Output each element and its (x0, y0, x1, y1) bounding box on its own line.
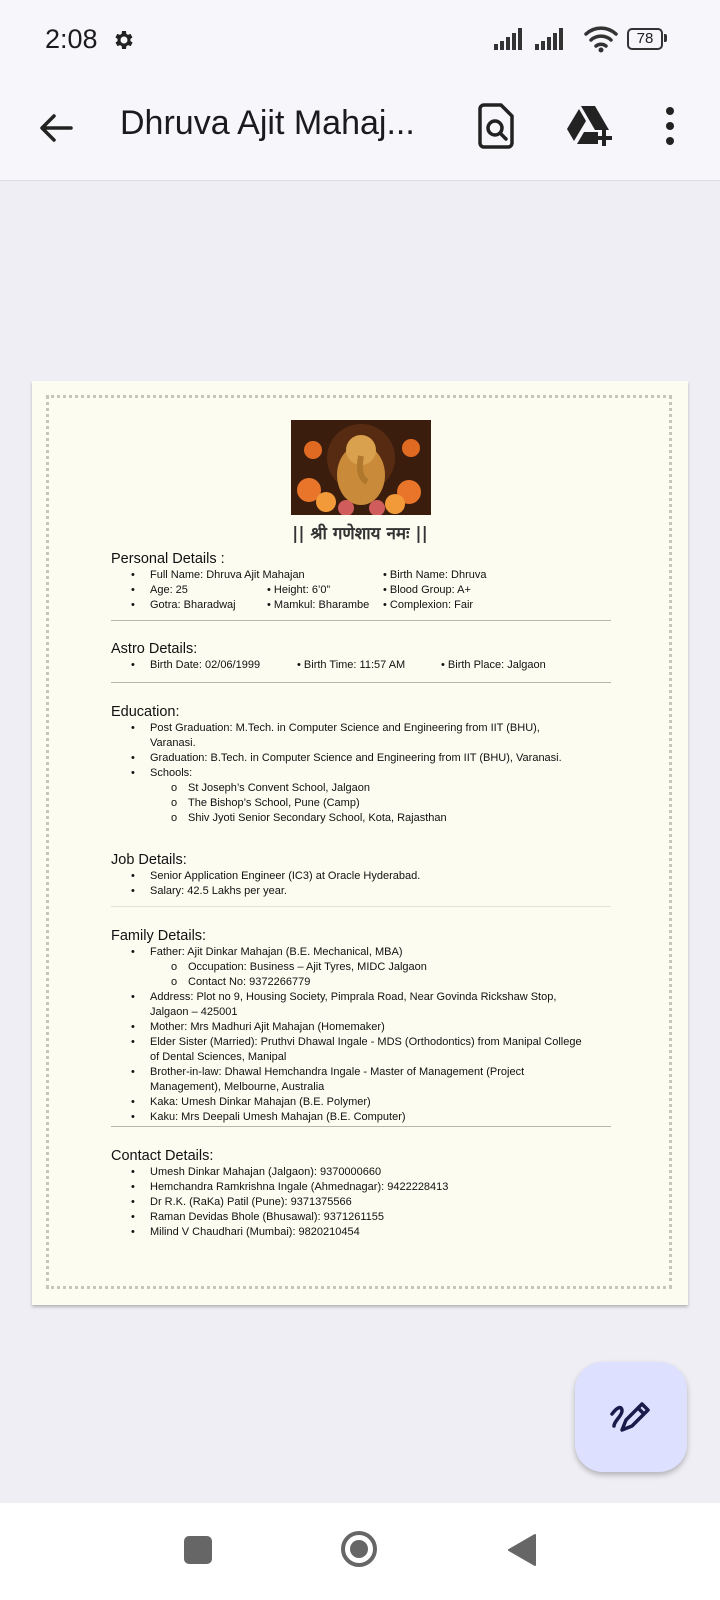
recents-button[interactable] (184, 1536, 212, 1564)
system-nav-bar (0, 1503, 720, 1600)
signal-icon (494, 28, 528, 50)
divider (111, 906, 611, 907)
personal-details-section (111, 551, 611, 614)
wifi-icon (584, 25, 618, 53)
section-title: Astro Details: (111, 641, 198, 657)
add-to-drive-icon[interactable] (566, 104, 616, 148)
app-bar (0, 78, 720, 181)
status-time: 2:08 (45, 24, 98, 54)
more-options-icon[interactable] (664, 104, 676, 148)
list-item: • Full Name: Dhruva Ajit Mahajan • Birth Name: Dhruva (131, 569, 487, 581)
sub-list-item: o Occupation: Business – Ajit Tyres, MIDC Jalgaon (171, 961, 427, 973)
list-item: • Birth Date: 02/06/1999 • Birth Time: 11:57 AM • Birth Place: Jalgaon (131, 659, 546, 671)
sub-list-item: o St Joseph’s Convent School, Jalgaon (171, 782, 371, 794)
education-section (111, 704, 611, 827)
section-title: Personal Details : (111, 551, 225, 567)
list-item-continued: Management), Melbourne, Australia (150, 1081, 325, 1093)
astro-details-section (111, 641, 611, 674)
sub-list-item: o The Bishop’s School, Pune (Camp) (171, 797, 360, 809)
section-title: Family Details: (111, 928, 207, 944)
sub-list-item: o Contact No: 9372266779 (171, 976, 311, 988)
mantra-heading: || श्री गणेशाय नमः || (292, 524, 428, 544)
find-in-document-icon[interactable] (476, 103, 516, 149)
edit-fab-button[interactable] (575, 1362, 687, 1472)
gear-icon (111, 28, 135, 52)
list-item: • Elder Sister (Married): Pruthvi Dhawal Ingale - MDS (Orthodontics) from Manipal College (131, 1036, 582, 1048)
list-item-continued: Varanasi. (150, 737, 196, 749)
job-details-section (111, 852, 611, 900)
list-item: • Graduation: B.Tech. in Computer Science and Engineering from IIT (BHU), Varanasi. (131, 752, 562, 764)
list-item: • Address: Plot no 9, Housing Society, Pimprala Road, Near Govinda Rickshaw Stop, (131, 991, 557, 1003)
battery-icon (627, 28, 667, 50)
list-item-continued: of Dental Sciences, Manipal (150, 1051, 287, 1063)
section-title: Job Details: (111, 852, 187, 868)
ganesha-image (291, 420, 431, 515)
divider (111, 1126, 611, 1127)
document-page[interactable] (32, 381, 688, 1305)
edit-pen-icon (608, 1394, 654, 1440)
list-item: • Kaku: Mrs Deepali Umesh Mahajan (B.E. Computer) (131, 1111, 406, 1123)
status-bar (0, 0, 720, 78)
back-arrow-icon[interactable] (36, 108, 76, 148)
document-title: Dhruva Ajit Mahaj... (120, 104, 415, 142)
nav-back-button[interactable] (507, 1533, 537, 1567)
divider (111, 682, 611, 683)
family-details-section (111, 928, 611, 1126)
divider (111, 620, 611, 621)
list-item: • Brother-in-law: Dhawal Hemchandra Ingale - Master of Management (Project (131, 1066, 525, 1078)
list-item: • Mother: Mrs Madhuri Ajit Mahajan (Homemaker) (131, 1021, 385, 1033)
list-item: • Schools: (131, 767, 193, 779)
list-item: • Salary: 42.5 Lakhs per year. (131, 885, 287, 897)
signal-icon-2 (535, 28, 569, 50)
list-item-continued: Jalgaon – 425001 (150, 1006, 238, 1018)
list-item: • Raman Devidas Bhole (Bhusawal): 9371261155 (131, 1211, 384, 1223)
sub-list-item: o Shiv Jyoti Senior Secondary School, Kota, Rajasthan (171, 812, 447, 824)
list-item: • Age: 25 • Height: 6’0” • Blood Group: A+ (131, 584, 471, 596)
list-item: • Dr R.K. (RaKa) Patil (Pune): 9371375566 (131, 1196, 352, 1208)
list-item: • Gotra: Bharadwaj • Mamkul: Bharambe • Complexion: Fair (131, 599, 474, 611)
list-item: • Hemchandra Ramkrishna Ingale (Ahmednagar): 9422228413 (131, 1181, 449, 1193)
list-item: • Father: Ajit Dinkar Mahajan (B.E. Mechanical, MBA) (131, 946, 403, 958)
list-item: • Umesh Dinkar Mahajan (Jalgaon): 9370000660 (131, 1166, 382, 1178)
list-item: • Kaka: Umesh Dinkar Mahajan (B.E. Polymer) (131, 1096, 371, 1108)
list-item: • Milind V Chaudhari (Mumbai): 9820210454 (131, 1226, 360, 1238)
list-item: • Senior Application Engineer (IC3) at Oracle Hyderabad. (131, 870, 421, 882)
section-title: Contact Details: (111, 1148, 214, 1164)
battery-level: 78 (627, 28, 663, 50)
list-item: • Post Graduation: M.Tech. in Computer Science and Engineering from IIT (BHU), (131, 722, 540, 734)
contact-details-section (111, 1148, 611, 1241)
home-button[interactable] (340, 1530, 378, 1568)
section-title: Education: (111, 704, 180, 720)
